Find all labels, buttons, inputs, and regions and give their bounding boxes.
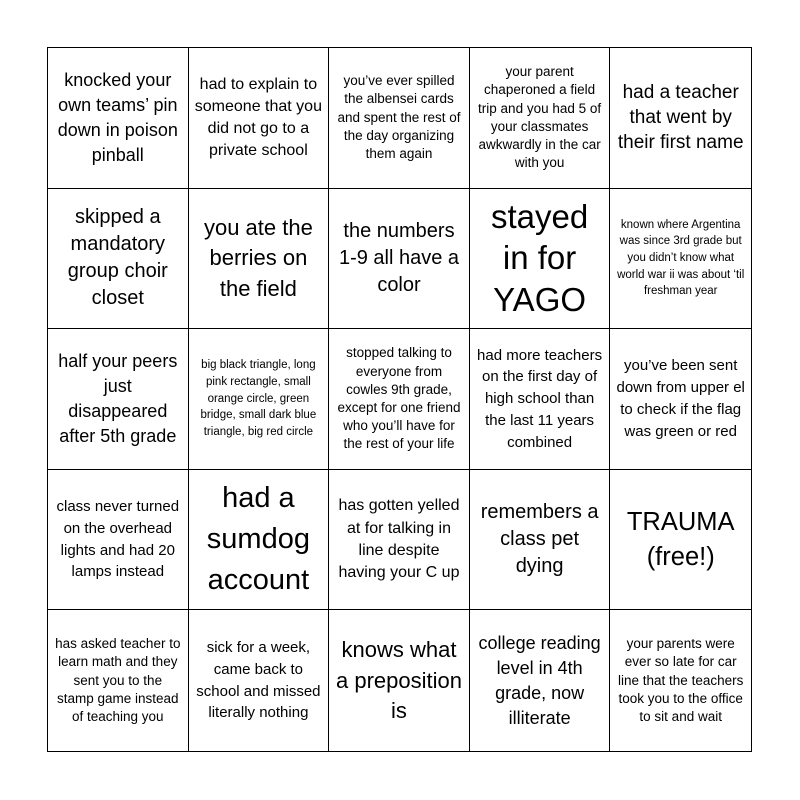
cell-text: sick for a week, came back to school and missed literally nothing <box>196 639 321 722</box>
bingo-cell[interactable] <box>48 470 189 611</box>
bingo-cell[interactable] <box>48 189 189 330</box>
cell-text: you’ve been sent down from upper el to check if the flag was green or red <box>616 357 745 440</box>
bingo-cell[interactable] <box>610 470 751 611</box>
cell-text: half your peers just disappeared after 5th grade <box>58 351 178 446</box>
bingo-cell[interactable] <box>329 329 470 470</box>
bingo-cell[interactable] <box>610 329 751 470</box>
cell-text: knows what a preposition is <box>336 637 462 723</box>
bingo-cell[interactable] <box>189 329 330 470</box>
cell-text: TRAUMA (free!) <box>626 508 735 571</box>
cell-text: your parents were ever so late for car line that the teachers took you to the office to sit and wait <box>618 636 744 725</box>
cell-text: college reading level in 4th grade, now illiterate <box>478 633 601 728</box>
bingo-cell[interactable] <box>189 610 330 751</box>
bingo-cell[interactable] <box>329 189 470 330</box>
bingo-cell[interactable] <box>470 189 611 330</box>
cell-text: your parent chaperoned a field trip and you had 5 of your classmates awkwardly in the car with you <box>478 64 602 171</box>
bingo-cell[interactable] <box>48 610 189 751</box>
cell-text: the numbers 1-9 all have a color <box>338 219 460 296</box>
cell-text: had to explain to someone that you did not go to a private school <box>194 75 322 159</box>
cell-text: stayed in for YAGO <box>490 197 589 319</box>
bingo-cell[interactable] <box>470 610 611 751</box>
cell-text: remembers a class pet dying <box>480 501 599 578</box>
cell-text: has asked teacher to learn math and they sent you to the stamp game instead of teaching you <box>55 636 181 725</box>
bingo-cell[interactable] <box>189 470 330 611</box>
bingo-cell[interactable] <box>329 610 470 751</box>
cell-text: you ate the berries on the field <box>203 214 313 301</box>
cell-text: known where Argentina was since 3rd grade but you didn’t know what world war ii was about ‘til freshman year <box>617 218 745 298</box>
bingo-cell[interactable] <box>329 470 470 611</box>
cell-text: has gotten yelled at for talking in line despite having your C up <box>338 497 460 581</box>
cell-text: knocked your own teams’ pin down in poison pinball <box>57 70 178 165</box>
bingo-cell[interactable] <box>48 329 189 470</box>
cell-text: big black triangle, long pink rectangle, small orange circle, green bridge, small dark blue triangle, big red circle <box>200 359 317 438</box>
bingo-board <box>47 47 752 752</box>
bingo-cell[interactable] <box>610 48 751 189</box>
bingo-cell[interactable] <box>470 48 611 189</box>
cell-text: stopped talking to everyone from cowles 9th grade, except for one friend who you’ll have for the rest of your life <box>337 345 461 452</box>
bingo-cell[interactable] <box>610 189 751 330</box>
cell-text: you’ve ever spilled the albensei cards and spent the rest of the day organizing them again <box>337 73 461 162</box>
bingo-cell[interactable] <box>189 189 330 330</box>
cell-text: skipped a mandatory group choir closet <box>67 206 168 310</box>
cell-text: had more teachers on the first day of high school than the last 11 years combined <box>477 346 603 451</box>
bingo-cell[interactable] <box>48 48 189 189</box>
cell-text: had a teacher that went by their first name <box>617 81 744 154</box>
bingo-cell[interactable] <box>470 329 611 470</box>
bingo-cell[interactable] <box>329 48 470 189</box>
bingo-cell[interactable] <box>470 470 611 611</box>
cell-text: class never turned on the overhead lights and had 20 lamps instead <box>56 498 180 581</box>
bingo-cell[interactable] <box>610 610 751 751</box>
cell-text: had a sumdog account <box>206 481 310 597</box>
bingo-cell[interactable] <box>189 48 330 189</box>
